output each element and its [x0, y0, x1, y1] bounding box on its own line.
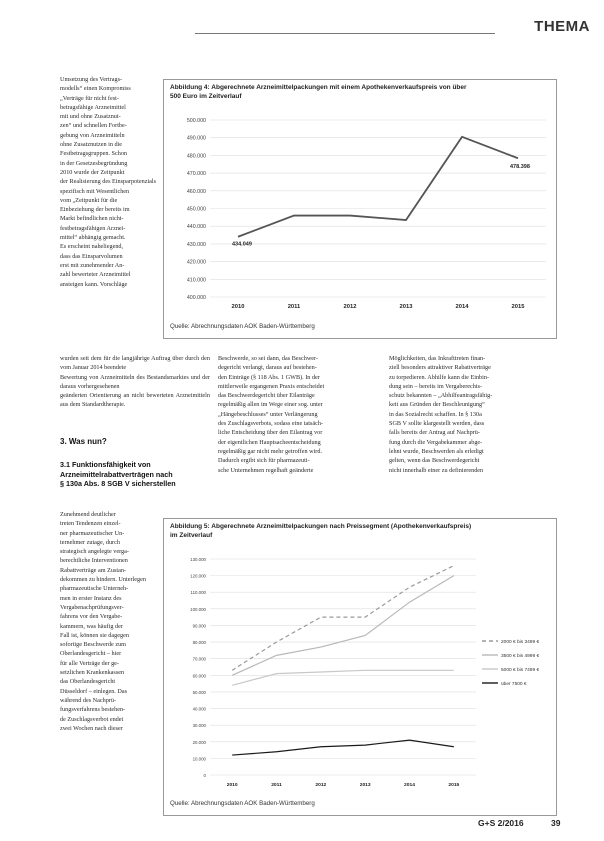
- text-line: in der Gesetzesbegründung: [60, 159, 128, 167]
- text-line: zu torpedieren. Abhilfe kann die Einbin-: [389, 373, 489, 381]
- y-tick-label: 70.000: [192, 656, 206, 662]
- text-line: fungsverfahrens bestehen-: [60, 706, 126, 714]
- text-line: strategisch angelegte verga-: [60, 548, 129, 556]
- text-line: ansteigen kann. Vorschläge: [60, 280, 128, 288]
- x-tick-label: 2011: [287, 304, 301, 310]
- text-line: „Verträge für nicht fest-: [60, 94, 119, 102]
- text-line: degericht verlangt, daraus auf bestehen-: [218, 364, 317, 372]
- x-tick-label: 2013: [399, 304, 413, 310]
- section-3-1-subheading: [60, 460, 220, 489]
- text-line: Möglichkeiten, das Inkrafttreten finan-: [389, 355, 486, 362]
- x-tick-label: 2013: [359, 783, 371, 788]
- y-tick-label: 470.000: [186, 171, 206, 178]
- text-line: regelmäßig allen im Wege einer sog. unter: [218, 401, 323, 409]
- subheading-line: 3.1 Funktionsfähigkeit von: [60, 460, 151, 469]
- text-line: Umsetzung des Vertrags-: [60, 76, 123, 83]
- series-line: [232, 740, 454, 755]
- left-column-continuation: [60, 354, 210, 410]
- text-line: während des Nachprü-: [60, 696, 117, 704]
- series-line: [232, 670, 454, 685]
- continuation-line-3: geänderten Orientierung an nicht bewerteten Arzneimitteln aus dem Standardtherapie.: [60, 392, 210, 409]
- figure-4: [163, 79, 557, 339]
- x-tick-label: 2014: [404, 783, 415, 788]
- figure-5-title-line-2: im Zeitverlauf: [170, 531, 213, 539]
- footer-journal: G+S 2/2016: [478, 818, 524, 828]
- x-tick-label: 2014: [455, 304, 469, 310]
- x-tick-label: 2010: [231, 304, 245, 310]
- y-tick-label: 60.000: [192, 673, 206, 679]
- text-line: mittlerweile ergangenen Praxis entscheidet: [218, 382, 325, 390]
- x-tick-label: 2015: [448, 783, 460, 788]
- continuation-line-2: Bewertung von Arzneimitteln des Bestandsmarktes und der daraus vorhergesehenen: [60, 373, 210, 390]
- text-line: treten Tendenzen einzel-: [60, 520, 121, 528]
- series-line: [238, 137, 518, 237]
- text-line: des Zuschlagsverbots, sodass eine tatsäch-: [218, 420, 323, 428]
- header-rule: [195, 33, 495, 34]
- y-tick-label: 490.000: [186, 135, 206, 142]
- text-line: vom „Zeitpunkt für die: [60, 196, 118, 204]
- text-line: fahrens vor den Vergabe-: [60, 613, 123, 621]
- text-line: zahl bewerteter Arzneimittel: [60, 271, 131, 279]
- text-line: schutz bekannten – „Abhilfeantragsfähig-: [389, 392, 493, 400]
- footer-page-number: 39: [551, 818, 561, 828]
- text-line: de Zuschlagsverbot endet: [60, 715, 124, 723]
- text-line: Es erscheint naheliegend,: [60, 243, 124, 251]
- text-line: erst mit zunehmender An-: [60, 261, 125, 269]
- text-line: gelten, wenn das Beschwerdegericht: [389, 457, 480, 465]
- text-line: Festbetragsgruppen. Schon: [60, 150, 128, 158]
- y-tick-label: 460.000: [186, 188, 206, 195]
- text-line: Vergabenachprüfungsver-: [60, 603, 124, 611]
- text-line: Markt befindlichen nicht-: [60, 215, 124, 223]
- legend-label: 3500 € bis 4999 €: [501, 654, 540, 659]
- text-line: gebung von Arzneimitteln: [60, 131, 125, 139]
- y-tick-label: 80.000: [192, 640, 206, 646]
- text-line: regelmäßig gar nicht mehr getroffen wird.: [218, 447, 323, 455]
- text-line: pharmazeutische Unterneh-: [60, 585, 129, 593]
- y-tick-label: 480.000: [186, 153, 206, 160]
- text-line: betragsfähige Arzneimittel: [60, 103, 126, 111]
- text-line: liche Entscheidung über den Eilantrag vor: [218, 429, 323, 437]
- left-column-bottom-text: [60, 510, 154, 733]
- subheading-line: § 130a Abs. 8 SGB V sicherstellen: [60, 479, 176, 489]
- data-label-last: 478.398: [510, 164, 530, 171]
- text-line: dass das Einsparvolumen: [60, 252, 123, 260]
- y-tick-label: 90.000: [192, 623, 206, 629]
- legend-label: über 7500 €: [501, 682, 527, 687]
- text-line: modells“ einen Kompromiss: [60, 85, 131, 93]
- text-line: das Oberlandesgericht: [60, 678, 116, 686]
- text-line: mittel“ abhängig gemacht.: [60, 234, 126, 242]
- text-line: Rabattverträge am Zustan-: [60, 566, 126, 574]
- text-line: Einbeziehung der bereits im: [60, 206, 130, 214]
- running-header: [0, 18, 604, 40]
- text-line: sofortige Beschwerde zum: [60, 641, 126, 649]
- y-tick-label: 10.000: [192, 756, 206, 762]
- text-line: nicht innerhalb einer zu definierenden: [389, 466, 484, 474]
- figure-5-line-chart: [164, 545, 554, 795]
- y-tick-label: 500.000: [186, 118, 206, 124]
- y-tick-label: 450.000: [186, 206, 206, 213]
- legend-label: 2000 € bis 3499 €: [501, 640, 540, 645]
- figure-5-source: Quelle: Abrechnungsdaten AOK Baden-Württemberg: [170, 800, 315, 807]
- continuation-line-1: wurden seit dem für die langjährige Auftrag über durch den vom Januar 2014 beendete: [60, 355, 210, 372]
- text-line: für alle Verträge der ge-: [60, 659, 119, 667]
- text-line: Zunehmend deutlicher: [60, 511, 116, 518]
- y-tick-label: 40.000: [192, 706, 206, 712]
- y-tick-label: 440.000: [186, 224, 206, 231]
- x-tick-label: 2010: [226, 783, 238, 788]
- text-line: ternehmer zutage, durch: [60, 538, 120, 546]
- right-column-text: [389, 354, 554, 475]
- text-line: das Beschwerdegericht über Eilanträge: [218, 392, 315, 400]
- text-line: der eigentlichen Hauptsacheentscheidung: [218, 438, 321, 446]
- text-line: festbetragsfähigen Arznei-: [60, 224, 126, 232]
- text-line: SGB V sollte klargestellt werden, dass: [389, 420, 485, 428]
- text-line: setzlichen Krankenkassen: [60, 669, 125, 677]
- text-line: Oberlandesgericht – hier: [60, 650, 122, 658]
- text-line: men in erster Instanz des: [60, 594, 122, 602]
- text-line: zen“ und schnellen Fortbe-: [60, 122, 127, 130]
- text-line: dung sein – bereits im Vergaberechts-: [389, 382, 483, 390]
- y-tick-label: 130.000: [190, 557, 206, 562]
- y-tick-label: 430.000: [186, 241, 206, 248]
- text-line: kammern, was häufig der: [60, 622, 123, 630]
- middle-column-text: [218, 354, 382, 475]
- text-line: dekommen zu hindern. Unterlegen: [60, 576, 146, 584]
- y-tick-label: 410.000: [186, 277, 206, 284]
- text-line: berechtliche Interventionen: [60, 557, 128, 565]
- data-label-first: 434.049: [232, 241, 252, 248]
- text-line: spezifisch mit Wesentlichen: [60, 187, 130, 195]
- text-line: mit und ohne Zusatznut-: [60, 113, 121, 121]
- text-line: Beschwerde, so sei dann, das Beschwer-: [218, 355, 319, 362]
- y-tick-label: 420.000: [186, 259, 206, 266]
- figure-5-title-line-1: Abbildung 5: Abgerechnete Arzneimittelpackungen nach Preissegment (Apothekenverkaufspreis): [170, 523, 472, 530]
- text-line: falls bereits der Antrag auf Nachprü-: [389, 429, 480, 437]
- figure-4-title-line-2: 500 Euro im Zeitverlauf: [170, 92, 242, 100]
- y-tick-label: 400.000: [186, 295, 206, 301]
- text-line: in das Sozialrecht schaffen. In § 130a: [389, 410, 482, 418]
- section-label: THEMA: [534, 18, 590, 35]
- text-line: Düsseldorf – einlegen. Das: [60, 687, 128, 695]
- text-line: der Realisierung des Einsparpotenzials: [60, 178, 157, 186]
- figure-4-line-chart: [164, 106, 554, 331]
- legend-label: 5000 € bis 7499 €: [501, 668, 540, 673]
- y-tick-label: 20.000: [192, 739, 206, 745]
- y-tick-label: 100.000: [190, 606, 206, 612]
- text-line: Dadurch ergibt sich für pharmazeuti-: [218, 457, 310, 465]
- text-line: „Hängebeschlusses“ unter Verlängerung: [218, 410, 318, 418]
- left-column-top-text: [60, 75, 156, 289]
- y-tick-label: 30.000: [192, 723, 206, 729]
- text-line: 2010 wurde der Zeitpunkt: [60, 168, 125, 176]
- figure-5: [163, 518, 557, 816]
- text-line: den Einträge (§ 118 Abs. 1 GWB). In der: [218, 373, 320, 381]
- x-tick-label: 2011: [271, 783, 282, 788]
- text-line: lehnt wurde, Beschwerden als erledigt: [389, 447, 484, 455]
- subheading-line: Arzneimittelrabattverträgen nach: [60, 469, 173, 479]
- y-tick-label: 110.000: [190, 590, 206, 596]
- text-line: keit aus Gründen der Beschleunigung“: [389, 401, 485, 409]
- text-line: Fall ist, können sie dagegen: [60, 631, 129, 639]
- y-tick-label: 120.000: [190, 573, 206, 579]
- x-tick-label: 2012: [343, 304, 357, 310]
- text-line: zwei Wochen nach dieser: [60, 724, 123, 732]
- text-line: sche Unternehmen regelhaft geänderte: [218, 466, 314, 474]
- figure-4-source: Quelle: Abrechnungsdaten AOK Baden-Württemberg: [170, 323, 315, 330]
- figure-4-title-line-1: Abbildung 4: Abgerechnete Arzneimittelpackungen mit einem Apothekenverkaufspreis von über: [170, 84, 467, 91]
- text-line: fung durch die Vergabekammer abge-: [389, 438, 483, 446]
- x-tick-label: 2015: [511, 304, 525, 310]
- figure-4-title: [170, 84, 467, 101]
- section-3-heading: 3. Was nun?: [60, 437, 107, 446]
- series-line: [232, 566, 454, 671]
- figure-5-title: [170, 523, 471, 540]
- y-tick-label: 0: [203, 773, 206, 778]
- text-line: ohne Zusatznutzen in die: [60, 141, 123, 149]
- text-line: ner pharmazeutischer Un-: [60, 529, 125, 537]
- x-tick-label: 2012: [315, 783, 327, 788]
- y-tick-label: 50.000: [192, 689, 206, 695]
- text-line: ziell besonders attraktiver Rabattverträge: [389, 364, 491, 372]
